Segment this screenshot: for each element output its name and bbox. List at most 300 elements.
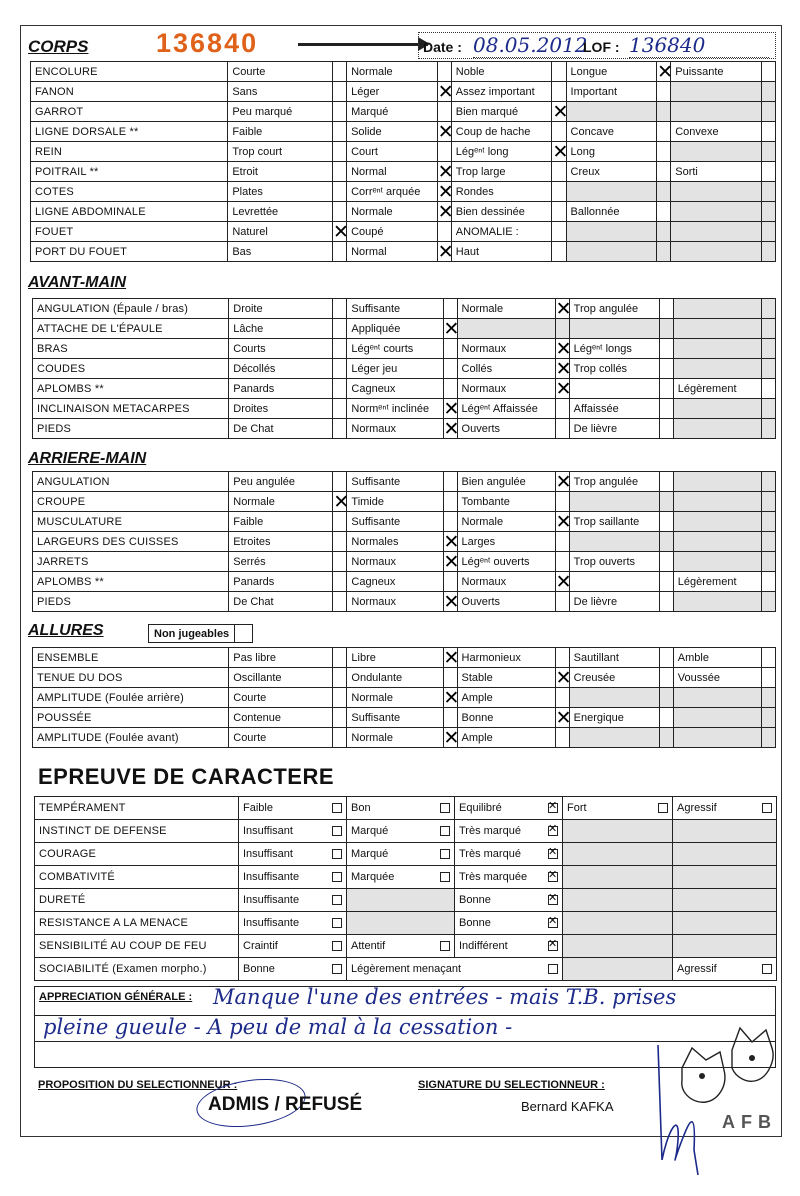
avant-main-table — [32, 298, 776, 439]
option-label: Faible — [229, 512, 333, 532]
criterion-label: TEMPÉRAMENT — [35, 797, 239, 820]
option-checkbox[interactable] — [437, 80, 454, 103]
lof-label: LOF : — [583, 39, 620, 55]
corps-row — [31, 182, 776, 202]
cross-mark-icon: ✕ — [437, 200, 454, 223]
option-checkbox[interactable] — [333, 572, 347, 592]
option-checkbox[interactable] — [437, 222, 451, 242]
option-checkbox[interactable] — [333, 319, 347, 339]
option-cell — [673, 912, 777, 935]
option-label: Bien dessinée — [451, 202, 552, 222]
option-checkbox[interactable] — [333, 399, 347, 419]
option-checkbox[interactable] — [548, 964, 558, 974]
option-label: Creux — [566, 162, 657, 182]
option-label: Insuffisante — [243, 871, 300, 883]
option-checkbox[interactable] — [762, 803, 772, 813]
option-label — [673, 319, 761, 339]
corps-row — [31, 122, 776, 142]
option-checkbox[interactable] — [555, 399, 569, 419]
option-checkbox[interactable] — [657, 60, 674, 83]
option-checkbox[interactable] — [552, 122, 566, 142]
option-label — [673, 688, 761, 708]
option-checkbox[interactable] — [443, 646, 460, 669]
option-checkbox[interactable] — [762, 964, 772, 974]
option-checkbox[interactable] — [659, 552, 673, 572]
option-checkbox[interactable] — [555, 357, 572, 380]
lof-value[interactable]: 136840 — [629, 33, 769, 58]
form-header — [26, 28, 776, 60]
option-checkbox[interactable] — [443, 572, 457, 592]
option-checkbox[interactable] — [333, 592, 347, 612]
option-checkbox[interactable] — [552, 182, 566, 202]
option-checkbox[interactable] — [555, 570, 572, 593]
cross-mark-icon: ✕ — [437, 80, 454, 103]
avant-main-row — [33, 379, 776, 399]
option-checkbox[interactable] — [659, 399, 673, 419]
option-label: Oscillante — [229, 668, 333, 688]
option-checkbox[interactable] — [659, 472, 673, 492]
appreciation-line-2[interactable]: pleine gueule - A peu de mal à la cessation - — [43, 1015, 513, 1039]
arriere-main-table — [32, 471, 776, 612]
option-label: Agressif — [677, 802, 717, 814]
option-label: Insuffisante — [243, 894, 300, 906]
criterion-label: PORT DU FOUET — [31, 242, 228, 262]
criterion-label: LARGEURS DES CUISSES — [33, 532, 229, 552]
option-checkbox[interactable] — [333, 339, 347, 359]
option-checkbox[interactable] — [659, 668, 673, 688]
option-checkbox[interactable] — [659, 359, 673, 379]
option-checkbox — [761, 419, 775, 439]
option-checkbox[interactable] — [333, 202, 347, 222]
option-checkbox[interactable] — [657, 202, 671, 222]
option-label: Suffisante — [347, 708, 443, 728]
option-checkbox[interactable] — [443, 726, 460, 749]
option-checkbox[interactable] — [332, 964, 342, 974]
option-checkbox[interactable] — [333, 379, 347, 399]
corps-row — [31, 162, 776, 182]
option-checkbox[interactable] — [657, 122, 671, 142]
option-checkbox[interactable] — [443, 550, 460, 573]
option-cell — [239, 935, 347, 958]
option-checkbox[interactable] — [332, 849, 342, 859]
option-checkbox[interactable] — [659, 592, 673, 612]
option-checkbox[interactable] — [548, 826, 558, 836]
appreciation-line-1[interactable]: Manque l'une des entrées - mais T.B. prises — [213, 985, 677, 1009]
option-wrap — [459, 894, 558, 906]
option-checkbox — [761, 202, 775, 222]
option-checkbox[interactable] — [332, 872, 342, 882]
cross-mark-icon: ✕ — [437, 240, 454, 263]
arrow-icon — [298, 43, 428, 46]
section-title-avant-main: AVANT-MAIN — [28, 274, 127, 291]
option-checkbox[interactable] — [333, 82, 347, 102]
option-label — [673, 472, 761, 492]
option-label: Normale — [347, 62, 438, 82]
cross-mark-icon: ✕ — [443, 590, 460, 613]
option-checkbox[interactable] — [437, 120, 454, 143]
option-checkbox — [659, 492, 673, 512]
option-label: Normal — [347, 162, 438, 182]
option-checkbox — [761, 142, 775, 162]
cross-mark-icon: ✕ — [555, 510, 572, 533]
option-checkbox[interactable] — [552, 202, 566, 222]
option-cell — [563, 889, 673, 912]
option-label: Solide — [347, 122, 438, 142]
criterion-label: COMBATIVITÉ — [35, 866, 239, 889]
option-checkbox[interactable] — [659, 572, 673, 592]
option-checkbox[interactable] — [443, 299, 457, 319]
option-checkbox[interactable] — [555, 648, 569, 668]
option-checkbox[interactable] — [552, 222, 566, 242]
caractere-row — [35, 889, 777, 912]
avant-main-row — [33, 359, 776, 379]
decision-text: ADMIS / REFUSÉ — [208, 1094, 363, 1115]
option-label: Plates — [228, 182, 333, 202]
criterion-label: LIGNE ABDOMINALE — [31, 202, 228, 222]
cross-mark-icon: ✕ — [333, 220, 349, 243]
option-checkbox[interactable] — [437, 180, 454, 203]
criterion-label: POUSSÉE — [33, 708, 229, 728]
option-checkbox[interactable] — [333, 182, 347, 202]
option-cell — [347, 866, 455, 889]
option-label: Craintif — [243, 940, 278, 952]
option-cell — [455, 797, 563, 820]
option-checkbox[interactable] — [761, 122, 775, 142]
option-checkbox[interactable] — [333, 728, 347, 748]
option-checkbox[interactable] — [555, 470, 572, 493]
option-checkbox[interactable] — [333, 142, 347, 162]
option-label: Puissante — [671, 62, 762, 82]
corps-row — [31, 202, 776, 222]
option-label: ANOMALIE : — [451, 222, 552, 242]
option-label: Coupé — [347, 222, 438, 242]
option-label — [673, 512, 761, 532]
option-checkbox[interactable] — [333, 419, 347, 439]
criterion-label: DURETÉ — [35, 889, 239, 912]
option-checkbox[interactable] — [332, 895, 342, 905]
option-checkbox[interactable] — [333, 668, 347, 688]
option-checkbox — [659, 688, 673, 708]
option-checkbox[interactable] — [761, 668, 775, 688]
option-label: Marqué — [351, 825, 389, 837]
option-checkbox[interactable] — [555, 552, 569, 572]
option-label: Sorti — [671, 162, 762, 182]
option-cell — [563, 820, 673, 843]
option-checkbox[interactable] — [437, 102, 451, 122]
option-checkbox[interactable] — [555, 592, 569, 612]
option-label: Trop large — [451, 162, 552, 182]
option-checkbox[interactable] — [548, 849, 558, 859]
option-checkbox[interactable] — [659, 512, 673, 532]
option-checkbox — [761, 182, 775, 202]
option-checkbox[interactable] — [548, 895, 558, 905]
option-checkbox[interactable] — [333, 299, 347, 319]
option-checkbox[interactable] — [548, 941, 558, 951]
option-checkbox[interactable] — [333, 472, 347, 492]
option-checkbox[interactable] — [332, 918, 342, 928]
option-label — [671, 182, 762, 202]
option-checkbox[interactable] — [555, 706, 572, 729]
option-label: Naturel — [228, 222, 333, 242]
option-checkbox[interactable] — [437, 62, 451, 82]
criterion-label: LIGNE DORSALE ** — [31, 122, 228, 142]
afb-logo-text: AFB — [722, 1112, 777, 1132]
option-checkbox[interactable] — [548, 872, 558, 882]
option-checkbox[interactable] — [443, 359, 457, 379]
option-checkbox[interactable] — [555, 666, 572, 689]
option-checkbox[interactable] — [333, 648, 347, 668]
option-label: Pas libre — [229, 648, 333, 668]
option-label: Droites — [229, 399, 333, 419]
option-wrap — [351, 825, 450, 837]
option-label: Légᵉⁿᵗ Affaissée — [457, 399, 555, 419]
option-checkbox[interactable] — [659, 419, 673, 439]
option-label: Collés — [457, 359, 555, 379]
option-cell — [239, 797, 347, 820]
option-wrap — [567, 802, 668, 814]
criterion-label: ANGULATION — [33, 472, 229, 492]
option-label: Ouverts — [457, 592, 555, 612]
option-wrap — [351, 848, 450, 860]
option-checkbox[interactable] — [333, 708, 347, 728]
option-label: Normale — [347, 202, 438, 222]
cross-mark-icon: ✕ — [657, 60, 674, 83]
date-value[interactable]: 08.05.2012 — [473, 33, 588, 57]
option-label: Courts — [229, 339, 333, 359]
option-checkbox[interactable] — [555, 728, 569, 748]
option-cell — [239, 889, 347, 912]
option-label: Courte — [228, 62, 333, 82]
option-checkbox — [659, 728, 673, 748]
option-checkbox[interactable] — [437, 160, 454, 183]
option-checkbox[interactable] — [437, 142, 451, 162]
option-checkbox[interactable] — [658, 803, 668, 813]
option-label: Normale — [347, 688, 443, 708]
appreciation-label: APPRECIATION GÉNÉRALE : — [39, 991, 193, 1003]
avant-main-row — [33, 399, 776, 419]
option-checkbox[interactable] — [548, 803, 558, 813]
option-checkbox[interactable] — [443, 708, 457, 728]
option-checkbox[interactable] — [657, 142, 671, 162]
option-label — [673, 492, 761, 512]
option-checkbox[interactable] — [555, 377, 572, 400]
option-label: De Chat — [229, 419, 333, 439]
criterion-label: TENUE DU DOS — [33, 668, 229, 688]
option-label: Suffisante — [347, 472, 443, 492]
option-checkbox[interactable] — [555, 337, 572, 360]
option-label: Corrᵉⁿᵗ arquée — [347, 182, 438, 202]
option-checkbox[interactable] — [552, 82, 566, 102]
option-checkbox[interactable] — [443, 472, 457, 492]
option-checkbox[interactable] — [761, 162, 775, 182]
proposition-label: PROPOSITION DU SELECTIONNEUR : — [38, 1079, 238, 1091]
criterion-label: SOCIABILITÉ (Examen morpho.) — [35, 958, 239, 981]
option-checkbox[interactable] — [443, 417, 460, 440]
option-checkbox — [761, 728, 775, 748]
option-cell — [239, 843, 347, 866]
option-checkbox[interactable] — [333, 532, 347, 552]
caractere-row — [35, 912, 777, 935]
option-label: Coup de hache — [451, 122, 552, 142]
cross-mark-icon: ✕ — [443, 550, 460, 573]
criterion-label: AMPLITUDE (Foulée avant) — [33, 728, 229, 748]
option-checkbox[interactable] — [333, 62, 347, 82]
criterion-label: MUSCULATURE — [33, 512, 229, 532]
option-checkbox[interactable] — [440, 941, 450, 951]
option-checkbox[interactable] — [333, 102, 347, 122]
option-label: Bas — [228, 242, 333, 262]
option-checkbox[interactable] — [555, 297, 572, 320]
caractere-row — [35, 843, 777, 866]
caractere-row — [35, 935, 777, 958]
option-checkbox[interactable] — [659, 299, 673, 319]
option-checkbox[interactable] — [333, 688, 347, 708]
option-checkbox — [657, 182, 671, 202]
option-checkbox[interactable] — [761, 62, 775, 82]
option-label — [673, 592, 761, 612]
option-checkbox[interactable] — [440, 803, 450, 813]
option-checkbox[interactable] — [437, 200, 454, 223]
option-checkbox[interactable] — [333, 552, 347, 572]
option-label: Trop ouverts — [569, 552, 659, 572]
option-checkbox[interactable] — [761, 379, 775, 399]
option-label — [457, 319, 555, 339]
option-label: Ouverts — [457, 419, 555, 439]
non-jugeables-checkbox[interactable] — [235, 625, 253, 643]
option-checkbox — [657, 102, 671, 122]
option-label: Court — [347, 142, 438, 162]
option-checkbox[interactable] — [332, 941, 342, 951]
option-wrap — [243, 802, 342, 814]
option-checkbox[interactable] — [443, 317, 460, 340]
cross-mark-icon: ✕ — [437, 180, 454, 203]
option-checkbox[interactable] — [552, 140, 569, 163]
option-checkbox[interactable] — [761, 572, 775, 592]
option-checkbox[interactable] — [443, 668, 457, 688]
non-jugeables-label: Non jugeables — [149, 625, 235, 643]
option-cell — [347, 912, 455, 935]
option-cell — [455, 912, 563, 935]
option-checkbox[interactable] — [659, 708, 673, 728]
option-checkbox[interactable] — [332, 803, 342, 813]
option-checkbox[interactable] — [440, 872, 450, 882]
cross-mark-icon: ✕ — [555, 337, 572, 360]
option-label: Rondes — [451, 182, 552, 202]
option-label — [673, 359, 761, 379]
option-label: Amble — [673, 648, 761, 668]
cross-mark-icon: ✕ — [443, 726, 460, 749]
option-checkbox[interactable] — [443, 530, 460, 553]
option-label: Très marqué — [459, 848, 521, 860]
option-checkbox[interactable] — [333, 162, 347, 182]
option-checkbox[interactable] — [443, 397, 460, 420]
option-checkbox[interactable] — [443, 590, 460, 613]
option-label: Marqué — [347, 102, 438, 122]
option-label: Peu marqué — [228, 102, 333, 122]
option-label: Normaux — [347, 592, 443, 612]
option-checkbox[interactable] — [552, 242, 566, 262]
option-label: Etroites — [229, 532, 333, 552]
option-label: Bonne — [459, 917, 491, 929]
option-label: Levrettée — [228, 202, 333, 222]
option-checkbox[interactable] — [333, 490, 350, 513]
option-checkbox[interactable] — [555, 532, 569, 552]
option-cell — [239, 912, 347, 935]
option-label — [569, 728, 659, 748]
option-checkbox — [761, 82, 775, 102]
option-checkbox — [659, 532, 673, 552]
criterion-label: CROUPE — [33, 492, 229, 512]
option-checkbox — [761, 592, 775, 612]
allures-row — [33, 708, 776, 728]
option-checkbox[interactable] — [333, 222, 347, 242]
option-checkbox[interactable] — [552, 162, 566, 182]
criterion-label: INCLINAISON METACARPES — [33, 399, 229, 419]
option-checkbox[interactable] — [657, 162, 671, 182]
option-label: Normale — [457, 299, 555, 319]
option-label: Peu angulée — [229, 472, 333, 492]
option-checkbox[interactable] — [555, 510, 572, 533]
option-label: Convexe — [671, 122, 762, 142]
allures-row — [33, 668, 776, 688]
option-checkbox[interactable] — [333, 242, 347, 262]
option-checkbox[interactable] — [659, 648, 673, 668]
option-checkbox[interactable] — [657, 82, 671, 102]
cross-mark-icon: ✕ — [555, 706, 572, 729]
option-label — [671, 202, 762, 222]
option-checkbox[interactable] — [555, 419, 569, 439]
option-checkbox[interactable] — [659, 379, 673, 399]
option-checkbox[interactable] — [437, 240, 454, 263]
option-cell — [347, 820, 455, 843]
option-label: Insuffisant — [243, 848, 293, 860]
option-checkbox[interactable] — [555, 688, 569, 708]
option-checkbox[interactable] — [548, 918, 558, 928]
corps-row — [31, 62, 776, 82]
option-wrap — [243, 825, 342, 837]
option-label: Décollés — [229, 359, 333, 379]
option-checkbox[interactable] — [440, 826, 450, 836]
option-checkbox[interactable] — [443, 492, 457, 512]
option-checkbox[interactable] — [659, 339, 673, 359]
option-checkbox[interactable] — [761, 648, 775, 668]
option-checkbox — [761, 242, 775, 262]
option-checkbox[interactable] — [443, 339, 457, 359]
option-wrap — [459, 802, 558, 814]
option-label: Cagneux — [347, 572, 443, 592]
option-checkbox[interactable] — [332, 826, 342, 836]
option-checkbox[interactable] — [333, 122, 347, 142]
option-checkbox[interactable] — [443, 379, 457, 399]
option-checkbox[interactable] — [555, 492, 569, 512]
option-wrap — [351, 963, 558, 975]
criterion-label: APLOMBS ** — [33, 379, 229, 399]
judge-name: Bernard KAFKA — [521, 1099, 614, 1114]
option-checkbox[interactable] — [333, 512, 347, 532]
option-checkbox[interactable] — [443, 686, 460, 709]
option-checkbox[interactable] — [333, 359, 347, 379]
option-label: Panards — [229, 572, 333, 592]
option-checkbox[interactable] — [443, 512, 457, 532]
option-checkbox — [761, 359, 775, 379]
option-wrap — [351, 802, 450, 814]
option-checkbox[interactable] — [552, 100, 569, 123]
dossier-number: 136840 — [156, 28, 259, 58]
option-checkbox[interactable] — [440, 849, 450, 859]
option-cell — [455, 889, 563, 912]
option-checkbox[interactable] — [552, 62, 566, 82]
option-label: Normaux — [457, 339, 555, 359]
